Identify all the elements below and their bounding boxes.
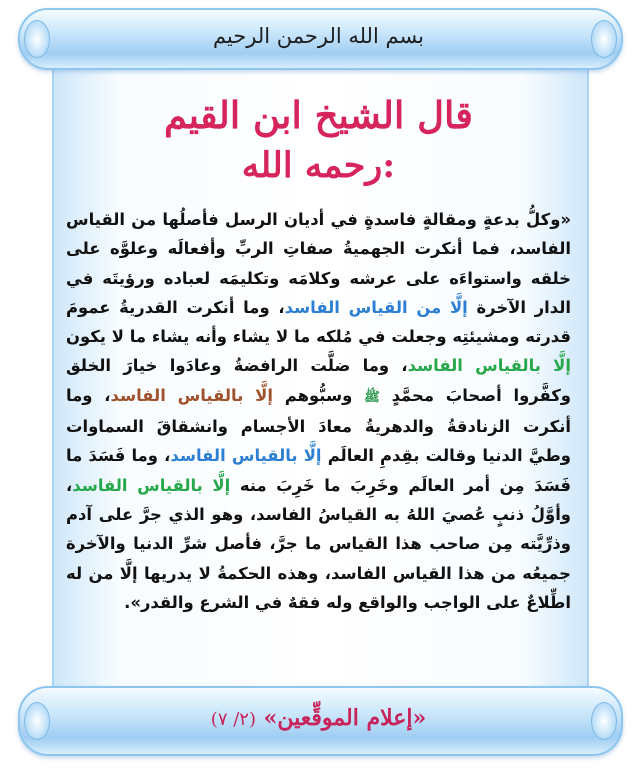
quote-segment: وسبُّوهم [272, 385, 365, 405]
quote-highlight: إلَّا بالقياس الفاسد [72, 475, 231, 495]
basmala-calligraphy: بسم الله الرحمن الرحيم [212, 24, 425, 48]
source-citation [0, 705, 637, 731]
source-book: «إعلام الموقِّعين» [263, 705, 427, 731]
quote-segment: ، وما أنكرت القدريةُ عمومَ قدرته ومشيئتِه وجعلت في مُلكه ما لا يشاء وأنه يشاء ما لا يكون [66, 297, 571, 347]
source-reference: (٢/ ٧) [210, 709, 256, 730]
quote-highlight: إلَّا بالقياس الفاسد [110, 385, 273, 405]
salla-icon: ﷺ [364, 389, 380, 405]
quote-segment: ، وما ضلَّت الرافضةُ وعادَوا خيارَ الخلق وكفَّروا أصحابَ محمَّدٍ [66, 356, 571, 405]
quote-segment: ، وما فَسَدَ ما فَسَدَ مِن أمر العالَم وخَرِبَ ما خَرِبَ منه [66, 446, 571, 495]
quote-highlight: إلَّا بالقياس الفاسد [407, 356, 571, 376]
quote-highlight: إلَّا من القياس الفاسد [284, 297, 468, 317]
quote-segment: «وكلُّ بدعةٍ ومقالةٍ فاسدةٍ في أديان الرسل فأصلُها من القياس الفاسد، فما أنكرت الجهميةُ صفاتِ الربِّ وأفعالَه وعلوَّه على خلقه واستواءَه على عرشه وكلامَه وتكليمَه لعباده ورؤيتَه في الدار الآخرة [66, 210, 572, 317]
quote-highlight: إلَّا بالقياس الفاسد [170, 446, 322, 466]
quote-segment: ، وأوَّلُ ذنبٍ عُصيَ اللهُ به القياسُ الفاسد، وهو الذي جرَّ على آدم وذرِّيَّته مِن صاحب هذا القياس ما جرَّ، فأصل شرِّ الدنيا والآخرة جميعُه من هذا القياس الفاسد، وهذه الحكمةُ لا يدريها إلَّا من له اطِّلاعٌ على الواجب والواقع وله فقهٌ في الشرع والقدر». [66, 475, 571, 612]
page-subtitle: رحمه الله: [241, 145, 396, 186]
quote-text [66, 205, 571, 617]
quote-segment: ، وما أنكرت الزنادقةُ والدهريةُ معادَ الأجسام وانشقاقَ السماوات وطيَّ الدنيا وقالت بقِدمِ العالَم [66, 385, 571, 466]
page-title: قال الشيخ ابن القيم [164, 93, 473, 137]
